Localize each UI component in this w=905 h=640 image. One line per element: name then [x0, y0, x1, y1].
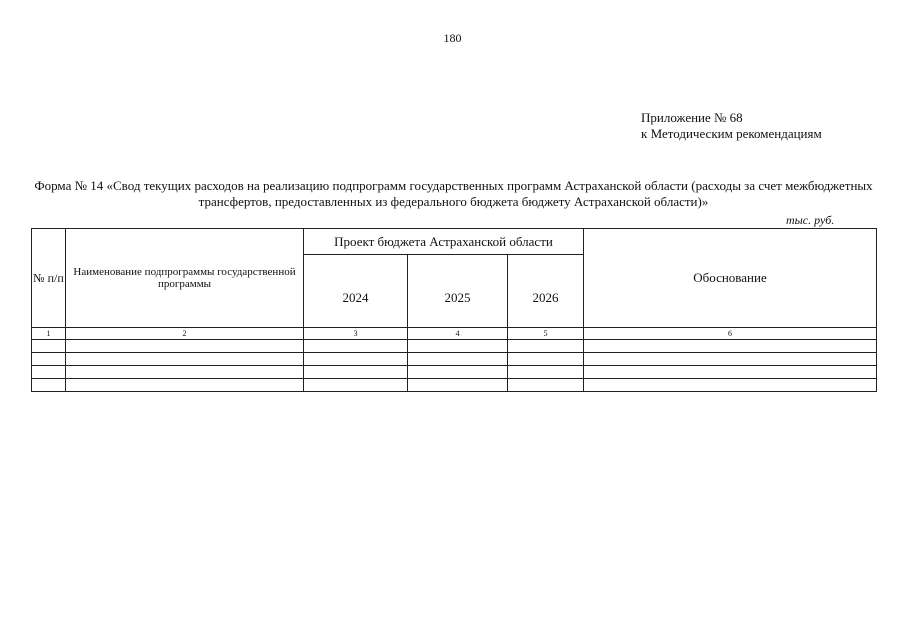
- table-cell: [304, 353, 408, 366]
- table-cell: [508, 366, 584, 379]
- table-cell: [32, 340, 66, 353]
- appendix-line-1: Приложение № 68: [641, 110, 743, 125]
- table-cell: [32, 366, 66, 379]
- table-cell: [304, 340, 408, 353]
- table-cell: [584, 379, 877, 392]
- column-index: 2: [66, 328, 304, 340]
- table-cell: [584, 366, 877, 379]
- appendix-reference: [641, 110, 822, 142]
- table-cell: [304, 379, 408, 392]
- appendix-line-2: к Методическим рекомендациям: [641, 126, 822, 141]
- table-cell: [32, 379, 66, 392]
- table-row: [32, 379, 877, 392]
- expenses-table: [31, 228, 877, 392]
- table-cell: [66, 353, 304, 366]
- header-justification: Обоснование: [584, 229, 877, 328]
- table-cell: [408, 379, 508, 392]
- header-year-2025: 2025: [408, 255, 508, 328]
- column-index: 3: [304, 328, 408, 340]
- table-cell: [584, 340, 877, 353]
- table-cell: [584, 353, 877, 366]
- table-cell: [408, 353, 508, 366]
- header-year-2024: 2024: [304, 255, 408, 328]
- table-cell: [408, 340, 508, 353]
- table-cell: [508, 353, 584, 366]
- table-cell: [304, 366, 408, 379]
- table-row: [32, 340, 877, 353]
- table-cell: [66, 366, 304, 379]
- table-cell: [66, 340, 304, 353]
- column-index-row: [32, 328, 877, 340]
- column-index: 6: [584, 328, 877, 340]
- table-cell: [508, 340, 584, 353]
- header-budget-project: Проект бюджета Астраханской области: [304, 229, 584, 255]
- header-subprogram-name: Наименование подпрограммы государственной программы: [66, 229, 304, 328]
- page-number: 180: [443, 31, 462, 45]
- column-index: 4: [408, 328, 508, 340]
- table-row: [32, 366, 877, 379]
- header-year-2026: 2026: [508, 255, 584, 328]
- table-cell: [408, 366, 508, 379]
- form-title: Форма № 14 «Свод текущих расходов на реализацию подпрограмм государственных программ Астраханской области (расходы за счет межбюджетных трансфертов, предоставленных из федерального бюджета бюджету Астраханской области)»: [34, 178, 873, 209]
- units-label: тыс. руб.: [786, 213, 835, 227]
- column-index: 1: [32, 328, 66, 340]
- column-index: 5: [508, 328, 584, 340]
- table-cell: [66, 379, 304, 392]
- table-cell: [508, 379, 584, 392]
- table-cell: [32, 353, 66, 366]
- header-number: № п/п: [32, 229, 66, 328]
- table-row: [32, 353, 877, 366]
